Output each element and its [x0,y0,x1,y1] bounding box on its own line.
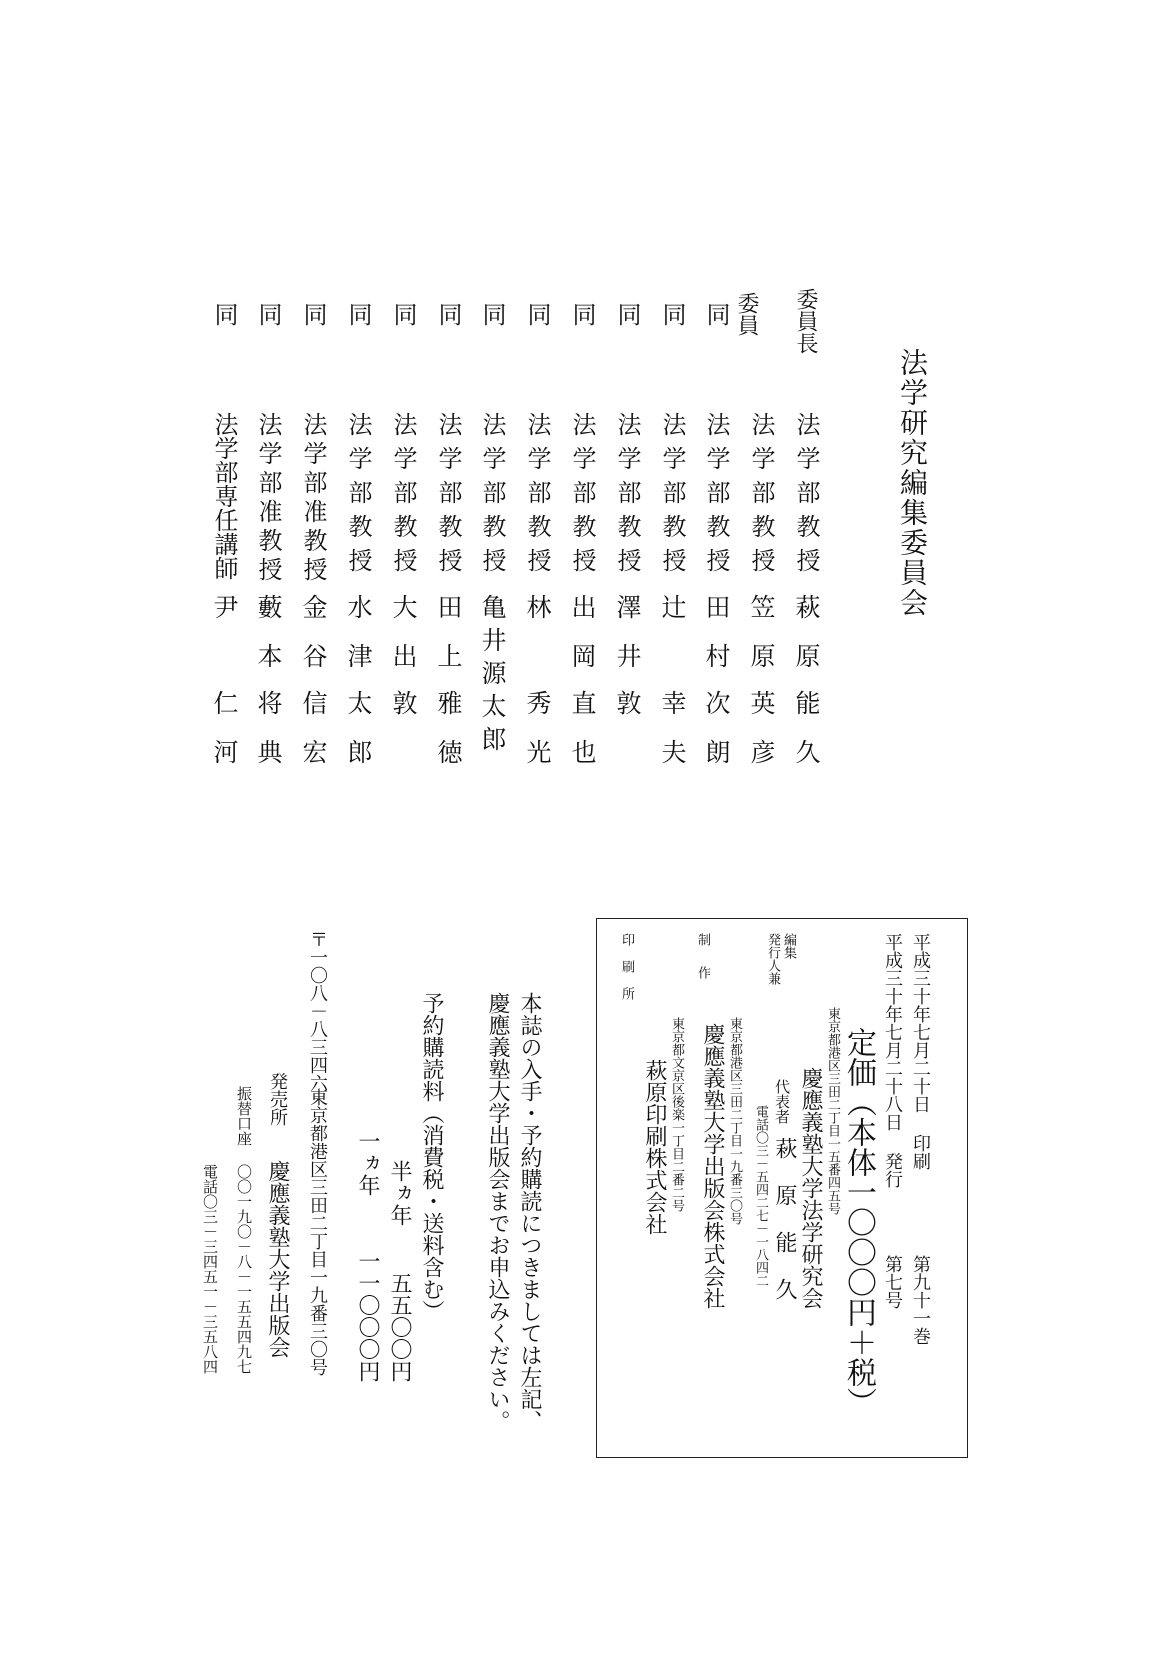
member-name-family: 田上 [434,594,463,692]
member-name-family: 金谷 [299,594,328,692]
editor-organization: 慶應義塾大学法学研究会 [798,1067,823,1309]
board-title: 法学研究編集委員会 [896,348,929,618]
member-name-family: 尹 [210,594,239,643]
member-title: 法学部教授 [478,412,506,582]
colophon-box [596,918,968,1458]
seller-organization: 慶應義塾大学出版会 [265,1160,290,1358]
transfer-account: 振替口座 〇〇一九〇－八－一五五四九七 [235,1086,253,1374]
representative-label: 代表者 [773,1079,791,1124]
member-name-family: 笠原 [747,594,776,692]
issue-date: 平成三十年七月二十八日 発行 [882,933,903,1188]
member-name-family: 澤井 [613,594,642,692]
member-title: 法学部教授 [747,412,775,582]
editor-label: 編集 [781,933,796,959]
member-name-given: 秀光 [523,690,552,788]
member-role: 同 [702,302,730,326]
subscription-fee-heading: 予約購読料（消費税・送料含む） [419,992,444,1322]
one-year-label: 一ヵ年 [355,1130,380,1196]
member-role: 同 [389,302,417,326]
member-name-given: 太郎 [344,690,373,788]
printer-address: 東京都文京区後楽一丁目二番二号 [669,1017,684,1212]
member-name-given: 英彦 [747,690,776,788]
member-name-family: 田村 [702,594,731,692]
member-name-given: 直也 [568,690,597,788]
member-name-family: 亀井源太郎 [478,594,507,759]
printer-label: 印刷所 [619,933,634,1014]
member-name-given: 雅徳 [434,690,463,788]
member-name-family: 出岡 [568,594,597,692]
member-name-given: 能久 [792,690,821,788]
member-role: 同 [658,302,686,326]
member-title: 法学部教授 [792,412,820,582]
producer-organization: 慶應義塾大学出版会株式会社 [700,1023,725,1309]
member-name-given: 仁河 [210,690,239,788]
issue-number: 第七号 [882,1255,903,1309]
half-year-label: 半ヵ年 [387,1160,412,1226]
member-name-given: 信宏 [299,690,328,788]
member-title: 法学部教授 [344,412,372,582]
member-title: 法学部教授 [568,412,596,582]
representative-name: 萩 原 能 久 [772,1137,797,1300]
member-title: 法学部教授 [523,412,551,582]
member-name-family: 大出 [389,594,418,692]
seller-address: 東京都港区三田二丁目一九番三〇号 [307,1088,328,1376]
volume: 第九十一巻 [910,1255,931,1345]
member-name-given: 幸夫 [658,690,687,788]
member-title: 法学部教授 [702,412,730,582]
editor-phone: 電話〇三－五四二七－一八四二 [753,1105,768,1287]
member-role: 同 [568,302,596,326]
printer-organization: 萩原印刷株式会社 [642,1059,667,1235]
member-role: 同 [523,302,551,326]
member-role: 同 [434,302,462,326]
member-name-family: 林 [523,594,552,643]
seller-phone: 電話〇三－三四五一－三五八四 [201,1164,219,1374]
subscription-notice-line1: 本誌の入手・予約購読につきましては左記、 [517,992,542,1432]
postal-code: 〒一〇八－八三四六 [307,930,328,1092]
member-name-family: 水津 [344,594,373,692]
member-name-given: 次朗 [702,690,731,788]
half-year-price: 五五〇〇円 [387,1272,412,1382]
member-role: 同 [478,302,506,326]
producer-label: 制作 [695,933,710,999]
publisher-label: 発行人兼 [765,933,780,985]
member-title: 法学部教授 [658,412,686,582]
member-role: 委員長 [793,288,818,354]
member-name-family: 藪本 [254,594,283,692]
producer-address: 東京都港区三田二丁目一九番三〇号 [727,1017,742,1225]
member-role: 委員 [734,292,759,336]
subscription-notice-line2: 慶應義塾大学出版会までお申込みください。 [485,992,510,1432]
member-role: 同 [210,302,238,326]
member-name-given: 敦 [613,690,642,739]
member-name-given: 将典 [254,690,283,788]
one-year-price: 一一〇〇〇円 [355,1250,380,1382]
member-name-family: 辻 [658,594,687,643]
member-title: 法学部教授 [389,412,417,582]
member-title: 法学部教授 [434,412,462,582]
member-name-given: 敦 [389,690,418,739]
price: 定価（本体一〇〇〇円＋税） [841,1027,876,1417]
editor-address: 東京都港区三田二丁目一五番四五号 [825,1007,840,1215]
member-name-family: 萩原 [792,594,821,692]
print-date: 平成三十年七月二十日 印刷 [910,933,931,1170]
seller-label: 発売所 [267,1072,288,1126]
member-title: 法学部教授 [613,412,641,582]
member-role: 同 [344,302,372,326]
member-title: 法学部専任講師 [210,412,238,580]
member-role: 同 [299,302,327,326]
member-title: 法学部准教授 [254,412,282,586]
member-title: 法学部准教授 [299,412,327,586]
member-role: 同 [613,302,641,326]
member-role: 同 [254,302,282,326]
